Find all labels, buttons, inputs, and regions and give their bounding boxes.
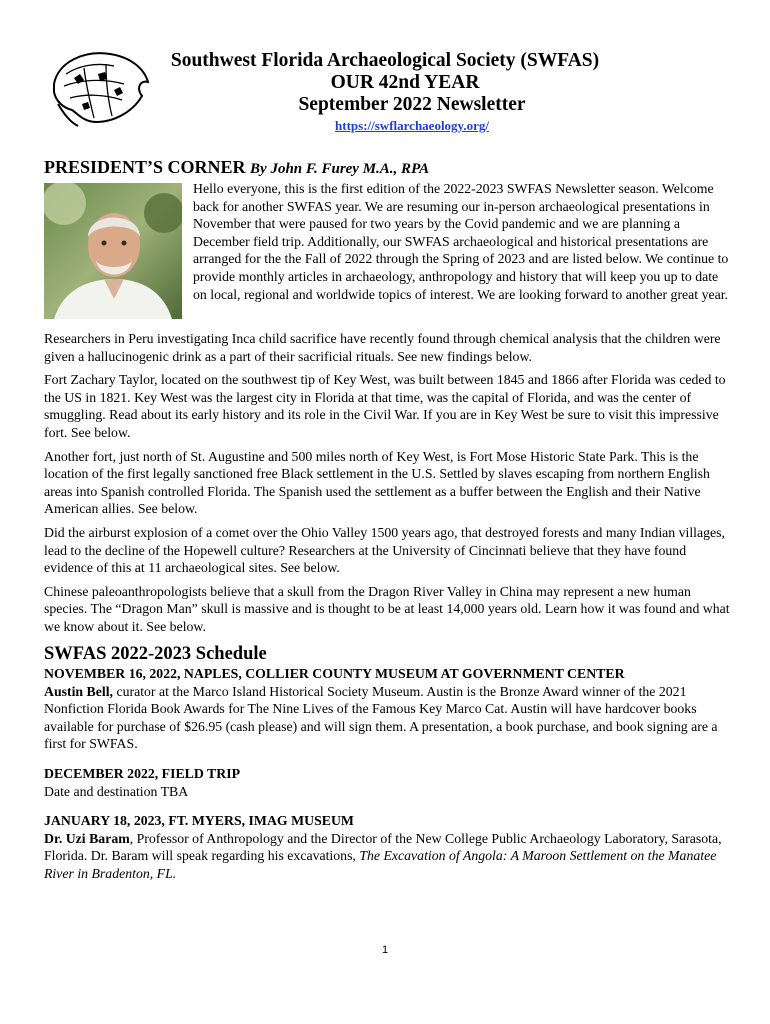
paragraph-dragon-man: Chinese paleoanthropologists believe that a skull from the Dragon River Valley in China may represent a new human species. The “Dragon Man” skull is massive and is thought to be at least 14,000 years old. Learn how it was found and what we know about it. See below. <box>44 583 730 634</box>
event-heading: JANUARY 18, 2023, FT. MYERS, IMAG MUSEUM <box>44 813 354 829</box>
paragraph-inca: Researchers in Peru investigating Inca child sacrifice have recently found through chemical analysis that the children were given a hallucinogenic drink as a part of their sacrificial rituals. See new findings below. <box>44 331 721 364</box>
president-photo <box>44 183 182 319</box>
event-text: , Professor of Anthropology and the Director of the New College Public Archaeology Laboratory, Sarasota, Florida. Dr. Baram will speak regarding his excavations, <box>44 830 722 864</box>
talk-title: The Excavation of Angola: A Maroon Settlement on the Manatee River in Bradenton, FL. <box>44 848 717 882</box>
anniversary-line: OUR 42nd YEAR <box>330 72 480 93</box>
society-logo <box>44 44 154 128</box>
event-text: curator at the Marco Island Historical Society Museum. Austin is the Bronze Award winner of the 2021 Nonfiction Florida Book Awards for The Nine Lives of the Famous Key Marco Cat. Austin will have hardcover books available for purchase of $26.95 (cash please) and will sign them. A presentation, a book purchase, and book signing are a first for SWFAS. <box>44 683 718 752</box>
website-link[interactable]: https://swflarchaeology.org/ <box>335 118 489 133</box>
event-description: Date and destination TBA <box>44 783 189 799</box>
paragraph-fort-zachary-taylor: Fort Zachary Taylor, located on the southwest tip of Key West, was built between 1845 and 1866 after Florida was ceded to the US in 1821. Key West was the largest city in Florida at that time, was the capital of Florida, and was the center of smuggling. Read about its early history and its role in the Civil War. If you are in Key West be sure to visit this impressive fort. See below. <box>44 372 726 440</box>
speaker-name: Austin Bell, <box>44 683 113 699</box>
society-name: Southwest Florida Archaeological Society (SWFAS) <box>170 50 600 71</box>
section-title: PRESIDENT’S CORNER <box>44 157 246 177</box>
page-number: 1 <box>381 944 389 956</box>
byline: By John F. Furey M.A., RPA <box>250 161 430 177</box>
event-december <box>44 765 734 800</box>
event-january <box>44 812 734 882</box>
paragraph-comet-airburst: Did the airburst explosion of a comet over the Ohio Valley 1500 years ago, that destroyed forests and many Indian villages, lead to the decline of the Hopewell culture? Researchers at the University of Cincinnati believe that they have found evidence of this at 11 archaeological sites. See below. <box>44 524 725 576</box>
president-intro: Hello everyone, this is the first edition of the 2022-2023 SWFAS Newsletter season. Welcome back for another SWFAS year. We are resuming our in-person archaeological presentations in November that were paused for two years by the Covid pandemic and we are planning a December field trip. Additionally, our SWFAS archaeological and historical presentations are arranged for the the Fall of 2022 through the Spring of 2023 and are listed below. We continue to provide monthly articles in archaeology, anthropology and history that will keep you up to date on local, regional and worldwide topics of interest. We are looking forward to another great year. <box>193 181 729 302</box>
newsletter-header <box>150 50 620 135</box>
event-november <box>44 665 734 753</box>
event-heading: NOVEMBER 16, 2022, NAPLES, COLLIER COUNTY MUSEUM AT GOVERNMENT CENTER <box>44 666 625 682</box>
schedule-heading: SWFAS 2022-2023 Schedule <box>44 643 267 664</box>
speaker-name: Dr. Uzi Baram <box>44 830 130 846</box>
event-heading: DECEMBER 2022, FIELD TRIP <box>44 766 240 782</box>
paragraph-fort-mose: Another fort, just north of St. Augustine and 500 miles north of Key West, is Fort Mose Historic State Park. This is the location of the first legally sanctioned free Black settlement in the U.S. Settled by slaves escaping from northern English areas into Spanish controlled Florida. The Spanish used the settlement as a buffer between the English and their Native American allies. See below. <box>44 448 710 517</box>
presidents-corner-heading <box>44 157 429 178</box>
newsletter-body <box>44 330 734 895</box>
event-description <box>44 830 734 883</box>
newsletter-title: September 2022 Newsletter <box>298 94 526 115</box>
event-description <box>44 683 734 753</box>
